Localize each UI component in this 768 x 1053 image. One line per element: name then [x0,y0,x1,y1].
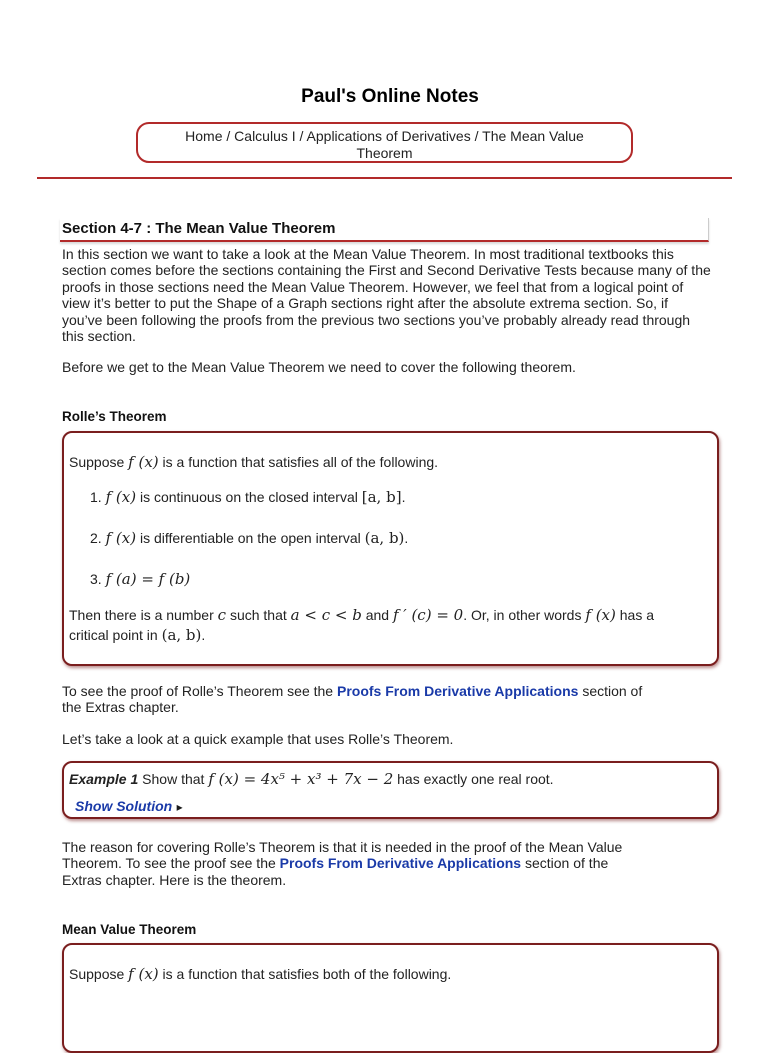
suppose-text: Suppose [69,966,125,982]
conclusion-text: such that [229,607,287,623]
fx-math: f (x) [105,529,137,547]
breadcrumb-line-2[interactable]: Theorem [356,145,413,161]
fx-math: f (x) [128,453,159,471]
rolle-theorem-box [62,431,719,666]
header-divider [37,177,732,179]
rolle-item-1 [90,488,405,506]
interval-math: (a, b) [364,529,405,547]
paragraph-text: The reason for covering Rolle’s Theorem is that it is needed in the proof of the Mean Value [62,839,623,855]
conclusion-text: . Or, in other words [463,607,582,623]
suppose-post-text: is a function that satisfies all of the following. [162,454,439,470]
example-text: Show that [142,771,205,787]
breadcrumb [136,122,633,163]
mvt-theorem-box [62,943,719,1053]
show-solution-label[interactable]: Show Solution [75,798,173,814]
show-solution-button[interactable] [75,798,183,816]
rolle-conclusion [69,605,714,645]
example-label: Example 1 [69,771,139,787]
rolle-item-2 [90,529,408,547]
paragraph-text: the Extras chapter. [62,699,179,716]
fx-math: f (x) [105,488,137,506]
quick-example-paragraph: Let’s take a look at a quick example that uses Rolle’s Theorem. [62,731,454,747]
breadcrumb-line-1[interactable]: Home / Calculus I / Applications of Derivatives / The Mean Value [185,128,584,144]
interval-math: (a, b) [161,626,202,644]
proof-paragraph [62,683,712,716]
example-text: has exactly one real root. [397,771,554,787]
rolle-item-3 [90,570,190,588]
conclusion-text: critical point in [69,627,158,643]
fx-math: f (x) [585,606,616,624]
polynomial-math: f (x) = 4x⁵ + x³ + 7x − 2 [208,770,394,788]
example-statement [69,770,554,788]
proofs-link[interactable]: Proofs From Derivative Applications [279,855,522,872]
proofs-link[interactable]: Proofs From Derivative Applications [336,683,579,699]
section-title: Section 4-7 : The Mean Value Theorem [62,220,336,237]
conclusion-text: and [365,607,390,623]
item-number: 3. [90,571,102,587]
paragraph-text: Extras chapter. Here is the theorem. [62,871,287,888]
example-box [62,761,719,819]
inequality-math: a < c < b [290,606,362,624]
equality-math: f (a) = f (b) [105,570,191,588]
item-end: . [404,530,409,546]
paragraph-text: section of the [524,855,609,872]
mvt-heading: Mean Value Theorem [62,922,197,937]
reason-paragraph [62,839,712,888]
mvt-suppose [69,965,451,983]
rolle-suppose [69,453,438,471]
suppose-post-text: is a function that satisfies both of the following. [162,966,452,982]
item-text: is differentiable on the open interval [139,530,361,546]
item-end: . [401,489,406,505]
derivative-math: f ′ (c) = 0 [392,606,464,624]
before-paragraph: Before we get to the Mean Value Theorem we need to cover the following theorem. [62,359,576,375]
triangle-right-icon[interactable]: ▸ [176,800,183,814]
suppose-text: Suppose [69,454,125,470]
paragraph-text: Theorem. To see the proof see the [62,855,276,872]
paragraph-text: section of [582,683,643,699]
conclusion-text: has a [619,607,654,623]
rolle-heading: Rolle’s Theorem [62,409,167,424]
interval-math: [a, b] [361,488,402,506]
item-number: 2. [90,530,102,546]
item-text: is continuous on the closed interval [139,489,358,505]
site-title[interactable]: Paul's Online Notes [301,86,479,107]
intro-paragraph: In this section we want to take a look at the Mean Value Theorem. In most traditional textbooks this section comes before the sections containing the First and Second Derivative Tests because many of the proofs in those sections need the Mean Value Theorem. However, we feel that from a logical point of view it’s better to put the Shape of a Graph sections right after the absolute extrema section. So, if you’ve been following the proofs from the previous two sections you’ve probably already read through this section. [62,246,711,345]
c-math: c [217,606,227,624]
conclusion-text: Then there is a number [69,607,214,623]
section-header [60,218,709,242]
item-number: 1. [90,489,102,505]
paragraph-text: To see the proof of Rolle’s Theorem see the [62,683,334,699]
fx-math: f (x) [128,965,159,983]
conclusion-text: . [201,627,206,643]
